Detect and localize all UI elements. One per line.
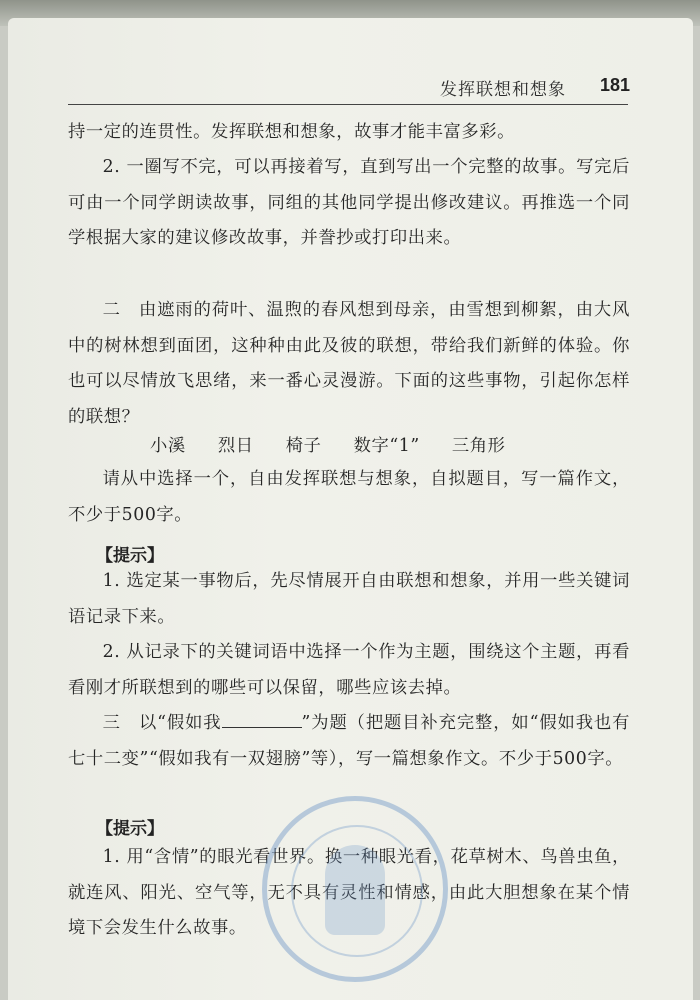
object-item: 椅子: [285, 436, 322, 456]
fill-in-blank: [222, 713, 302, 728]
task-3-text-start: 三 以“假如我: [102, 713, 222, 733]
object-list: [150, 431, 532, 456]
object-item: 小溪: [150, 436, 186, 456]
tip-item-1: 1. 选定某一事物后，先尽情展开自由联想和想象，并用一些关键词语记录下来。: [68, 571, 630, 627]
paragraph-task-2: 二 由遮雨的荷叶、温煦的春风想到母亲，由雪想到柳絮，由大风中的树林想到面团，这种种由此及彼的联想，带给我们新鲜的体验。你也可以尽情放飞思绪，来一番心灵漫游。下面的这些事物，引起你怎样的联想？: [68, 300, 630, 427]
task-3-text-end: ”为题（把题目补充完整，如“假如我也有七十二变”“假如我有一双翅膀”等），写一篇想象作文。不少于500字。: [68, 713, 630, 769]
object-item: 三角形: [451, 436, 506, 456]
object-item: 数字“1”: [353, 436, 420, 456]
page-number: 181: [600, 75, 631, 95]
running-title: 发挥联想和想象: [440, 80, 566, 100]
header-rule: [68, 104, 628, 105]
tip-item-3: 1. 用“含情”的眼光看世界。换一种眼光看，花草树木、鸟兽虫鱼，就连风、阳光、空气等，无不具有灵性和情感，由此大胆想象在某个情境下会发生什么故事。: [68, 847, 630, 938]
tip-heading-2: 【提示】: [96, 819, 164, 839]
tip-item-2: 2. 从记录下的关键词语中选择一个作为主题，围绕这个主题，再看看刚才所联想到的哪些可以保留，哪些应该去掉。: [68, 642, 630, 698]
paragraph-step-2: 2. 一圈写不完，可以再接着写，直到写出一个完整的故事。写完后可由一个同学朗读故事，同组的其他同学提出修改建议。再推选一个同学根据大家的建议修改故事，并誊抄或打印出来。: [68, 157, 630, 248]
object-item: 烈日: [217, 436, 254, 456]
tip-heading: 【提示】: [96, 546, 164, 566]
paragraph-continuation: 持一定的连贯性。发挥联想和想象，故事才能丰富多彩。: [68, 122, 516, 142]
paragraph-instruction: 请从中选择一个，自由发挥联想与想象，自拟题目，写一篇作文，不少于500字。: [68, 469, 630, 525]
paragraph-task-3: [68, 706, 630, 777]
